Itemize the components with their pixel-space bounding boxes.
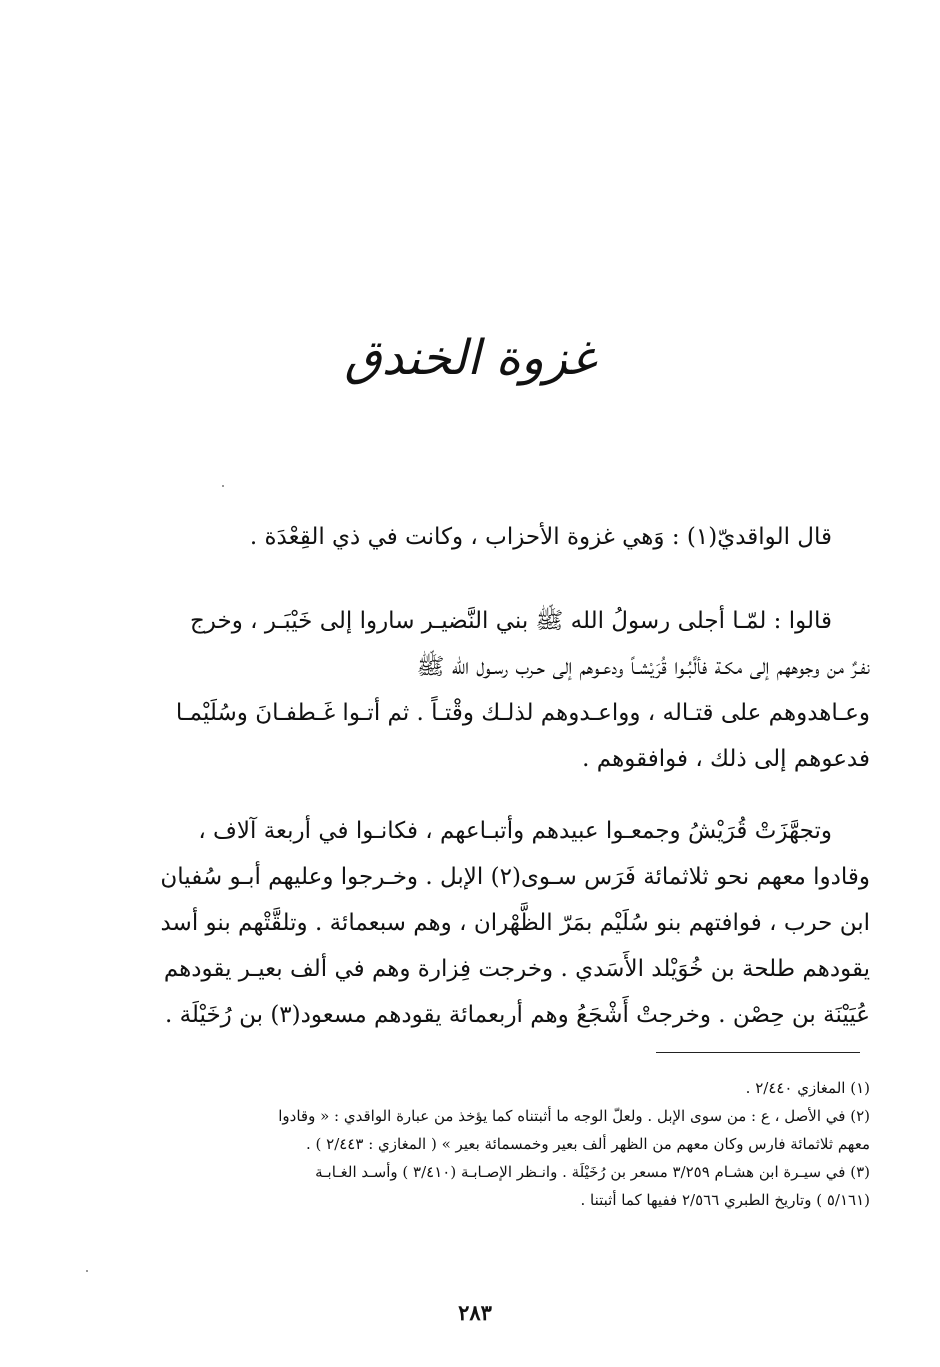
scan-speck [222,485,224,487]
paragraph-1 [150,522,870,552]
text-line: فدعوهم إلى ذلك ، فوافقوهم . [582,746,870,772]
text-line: عُيَيْنَة بن حِصْن . وخرجتْ أَشْجَعُ وهم أربعمائة يقودهم مسعود(٣) بن رُخَيْلَة . [164,1002,870,1028]
text-line: قال الواقديّ(١) : وَهي غزوة الأحزاب ، وكانت في ذي القِعْدَة . [249,524,832,550]
text-line: يقودهم طلحة بن خُوَيْلد الأَسَدي . وخرجت فِزارة وهم في ألف بعيـر يقودهم [163,956,870,982]
text-line: ابن حرب ، فوافتهم بنو سُلَيْم بمَرّ الظَّهْران ، وهم سبعمائة . وتلقَّتْهم بنو أسد [160,910,870,936]
text-line: نفـرٌ من وجوههم إلى مكـة فألَّبُـوا قُرَيْشـاً ودعـوهم إلى حـرب رسـول الله ﷺ [416,654,870,680]
footnote-divider [656,1052,860,1053]
paragraph-3 [150,808,870,1038]
scan-speck [86,1270,88,1272]
footnote-3-continued: (٥/١٦١ ) وتاريخ الطبري ٢/٥٦٦ ففيها كما أثبتنا . [580,1191,870,1209]
paragraph-2 [150,598,870,782]
text-line: وقادوا معهم نحو ثلاثمائة فَرَس سـوى(٢) الإبل . وخـرجوا وعليهم أبـو سُفيان [160,864,870,890]
chapter-title: غزوة الخندق [344,330,596,386]
text-line: وعـاهدوهم على قتـاله ، وواعـدوهم لذلـك وقْتـاً . ثم أتـوا غَـطفـانَ وسُلَيْمـا [175,700,870,726]
footnote-1: (١) المغازي ٢/٤٤٠ . [745,1079,870,1097]
footnotes [160,1072,870,1214]
footnote-2-continued: معهم ثلاثمائة فارس وكان معهم من الظهر ألف بعير وخمسمائة بعير » ( المغازي : ٢/٤٤٣ ) . [305,1135,870,1153]
footnote-3: (٣) في سيـرة ابن هشـام ٣/٢٥٩ مسعر بن رُخَيْلَة . وانـظر الإصـابـة (٣/٤١٠ ) وأسـد الغـابـة [315,1163,870,1181]
text-line: قالوا : لمّـا أجلى رسولُ الله ﷺ بني النَّضيـر ساروا إلى خَيْبَـر ، وخرج [189,608,832,634]
page-number: ٢٨٣ [458,1300,492,1325]
text-line: وتجهَّزَتْ قُرَيْشُ وجمعـوا عبيدهم وأتبـاعهم ، فكانـوا في أربعة آلاف ، [198,818,832,844]
footnote-2: (٢) في الأصل ، ع : من سوى الإبل . ولعلّ الوجه ما أثبتناه كما يؤخذ من عبارة الواقدي : « وقادوا [278,1107,870,1125]
